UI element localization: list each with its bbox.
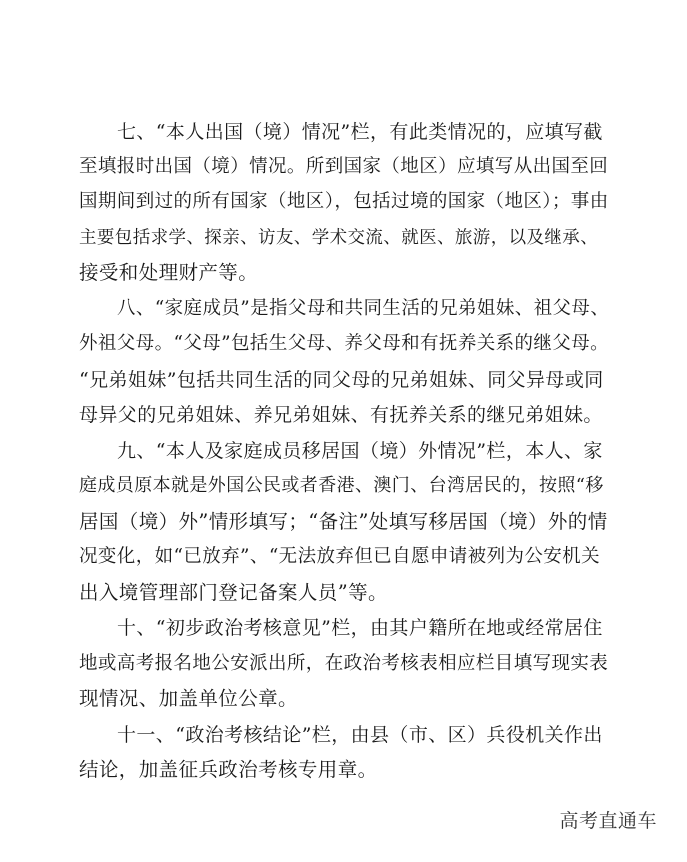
text-line: 接受和处理财产等。: [79, 261, 259, 284]
watermark-text: 高考直通车: [559, 810, 657, 832]
text-line: 十、“初步政治考核意见”栏，由其户籍所在地或经常居住: [117, 617, 603, 639]
text-line: 现情况、加盖单位公章。: [79, 687, 298, 710]
text-line: 十一、“政治考核结论”栏，由县（市、区）兵役机关作出: [117, 724, 603, 746]
text-line: 居国（境）外”情形填写；“备注”处填写移居国（境）外的情: [79, 510, 608, 533]
text-line: 结论，加盖征兵政治考核专用章。: [79, 758, 378, 781]
text-line: “兄弟姐妹”包括共同生活的同父母的兄弟姐妹、同父异母或同: [79, 369, 604, 391]
text-line: 外祖父母。“父母”包括生父母、养父母和有抚养关系的继父母。: [79, 333, 610, 354]
text-line: 庭成员原本就是外国公民或者香港、澳门、台湾居民的，按照“移: [79, 475, 604, 496]
text-line: 九、“本人及家庭成员移居国（境）外情况”栏，本人、家: [117, 440, 603, 462]
text-line: 况变化，如“已放弃”、“无法放弃但已自愿申请被列为公安机关: [79, 546, 600, 567]
text-line: 出入境管理部门登记备案人员”等。: [79, 581, 388, 604]
text-line: 至填报时出国（境）情况。所到国家（地区）应填写从出国至回: [79, 156, 609, 177]
text-line: 七、“本人出国（境）情况”栏，有此类情况的，应填写截: [117, 121, 603, 143]
text-line: 主要包括求学、探亲、访友、学术交流、就医、旅游，以及继承、: [79, 228, 599, 248]
text-line: 地或高考报名地公安派出所，在政治考核表相应栏目填写现实表: [79, 653, 609, 674]
text-line: 国期间到过的所有国家（地区），包括过境的国家（地区）；事由: [79, 191, 609, 212]
text-line: 母异父的兄弟姐妹、养兄弟姐妹、有抚养关系的继兄弟姐妹。: [79, 404, 603, 426]
text-line: 八、“家庭成员”是指父母和共同生活的兄弟姐妹、祖父母、: [117, 298, 610, 319]
